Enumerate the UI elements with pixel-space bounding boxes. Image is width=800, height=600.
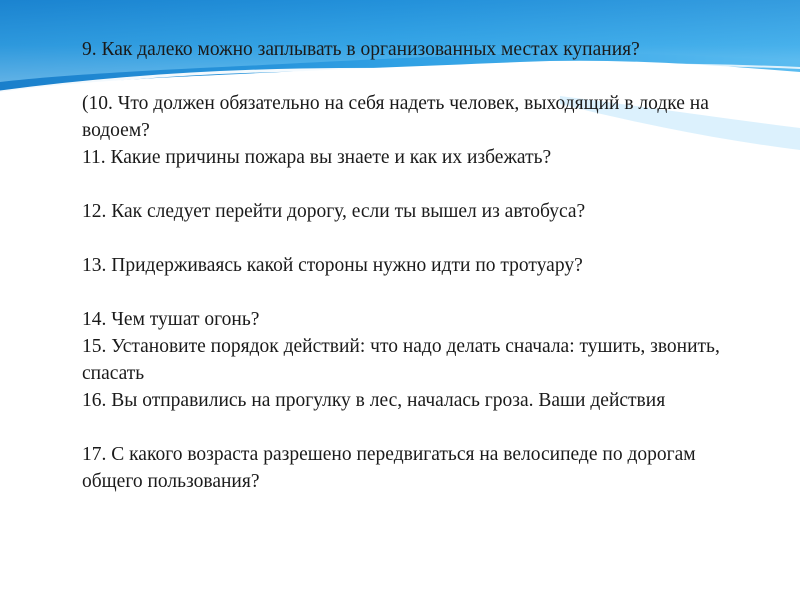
question-item: 12. Как следует перейти дорогу, если ты вышел из автобуса?: [82, 201, 586, 222]
questions-list: [82, 36, 722, 495]
question-item: 17. С какого возраста разрешено передвигаться на велосипеде по дорогам общего пользования?: [82, 444, 696, 492]
question-item: 13. Придерживаясь какой стороны нужно идти по тротуару?: [82, 255, 583, 276]
question-item: 14. Чем тушат огонь?: [82, 309, 260, 330]
question-item: 15. Установите порядок действий: что надо делать сначала: тушить, звонить, спасать: [82, 336, 720, 384]
question-item: (10. Что должен обязательно на себя надеть человек, выходящий в лодке на водоем?: [82, 93, 709, 141]
question-item: 16. Вы отправились на прогулку в лес, началась гроза. Ваши действия: [82, 390, 666, 411]
question-item: 11. Какие причины пожара вы знаете и как их избежать?: [82, 147, 552, 168]
question-item: 9. Как далеко можно заплывать в организованных местах купания?: [82, 39, 640, 60]
